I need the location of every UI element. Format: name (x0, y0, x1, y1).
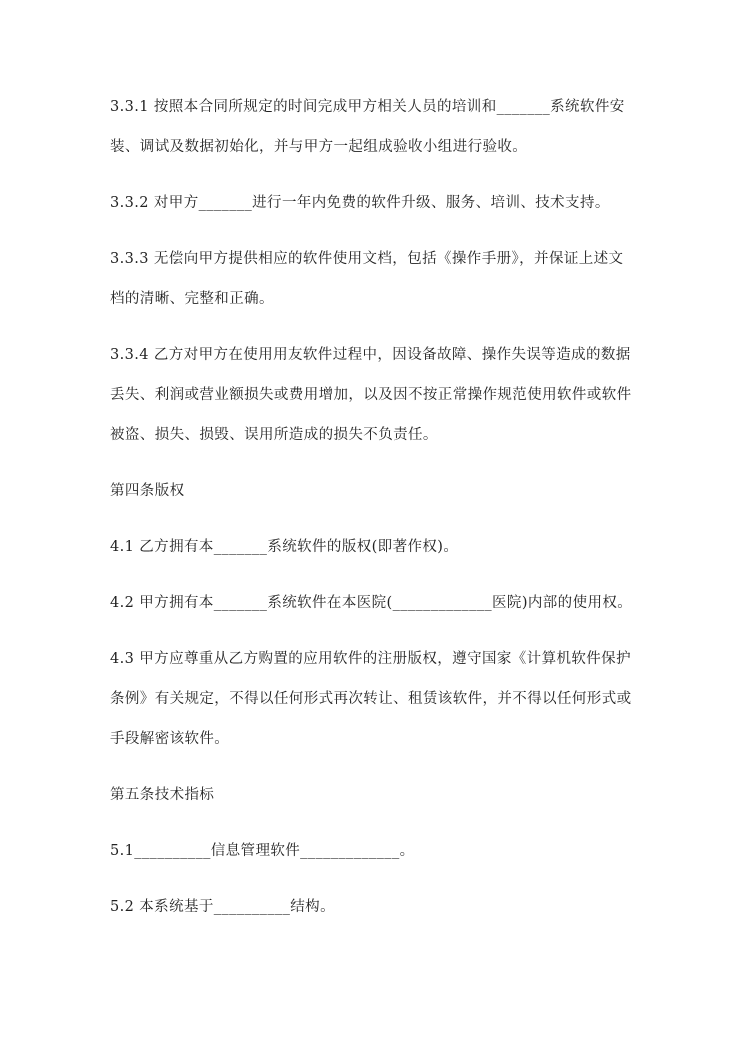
paragraph (110, 831, 650, 871)
paragraph (110, 183, 650, 223)
text-line: 3.3.3 无偿向甲方提供相应的软件使用文档，包括《操作手册》，并保证上述文 (110, 251, 624, 267)
paragraph (110, 471, 650, 511)
text-line: 装、调试及数据初始化，并与甲方一起组成验收小组进行验收。 (110, 139, 528, 155)
paragraph (110, 775, 650, 815)
text-line: 3.3.2 对甲方_______进行一年内免费的软件升级、服务、培训、技术支持。 (110, 195, 610, 211)
paragraph (110, 639, 650, 759)
paragraph (110, 583, 650, 623)
text-line: 4.1 乙方拥有本_______系统软件的版权(即著作权)。 (110, 539, 459, 555)
text-line: 4.3 甲方应尊重从乙方购置的应用软件的注册版权，遵守国家《计算机软件保护 (110, 651, 631, 667)
text-line: 手段解密该软件。 (110, 731, 230, 747)
text-line: 条例》有关规定，不得以任何形式再次转让、租赁该软件，并不得以任何形式或 (110, 691, 632, 707)
text-line: 4.2 甲方拥有本_______系统软件在本医院(_____________医院)内部的使用权。 (110, 595, 633, 611)
text-line: 档的清晰、完整和正确。 (110, 291, 274, 307)
text-line: 第四条版权 (110, 483, 185, 499)
text-line: 3.3.4 乙方对甲方在使用用友软件过程中，因设备故障、操作失误等造成的数据 (110, 347, 631, 363)
text-line: 丢失、利润或营业额损失或费用增加，以及因不按正常操作规范使用软件或软件 (110, 387, 632, 403)
text-line: 5.2 本系统基于__________结构。 (110, 899, 335, 915)
text-line: 5.1__________信息管理软件_____________。 (110, 843, 415, 859)
paragraph (110, 87, 650, 167)
paragraph (110, 335, 650, 455)
paragraph (110, 887, 650, 927)
paragraph (110, 527, 650, 567)
text-line: 被盗、损失、损毁、误用所造成的损失不负责任。 (110, 427, 438, 443)
text-line: 3.3.1 按照本合同所规定的时间完成甲方相关人员的培训和_______系统软件安 (110, 99, 625, 115)
paragraph (110, 239, 650, 319)
text-line: 第五条技术指标 (110, 787, 215, 803)
document-body (110, 87, 650, 943)
